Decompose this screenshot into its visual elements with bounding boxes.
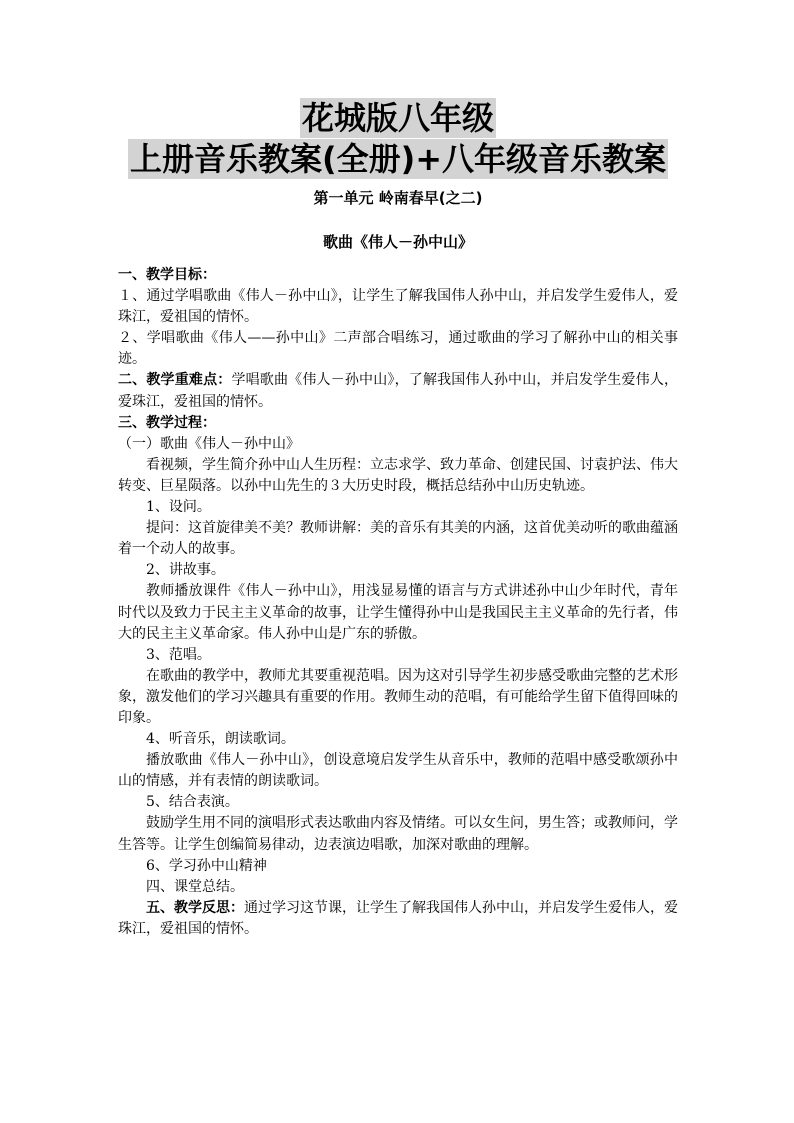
title-line-2 (118, 139, 678, 179)
step-4-heading: 4、听音乐，朗读歌词。 (146, 731, 295, 748)
goal-heading: 一、教学目标： (118, 267, 216, 283)
unit-title: 第一单元 岭南春早(之二) (313, 189, 483, 207)
step-4-text: 播放歌曲《伟人－孙中山》，创设意境启发学生从音乐中，教师的范唱中感受歌颂孙中山的情感，并有表情的朗读歌词。 (118, 752, 678, 790)
step-2-heading: 2、讲故事。 (146, 562, 225, 579)
step-5-heading: 5、结合表演。 (146, 794, 239, 811)
key-points-paragraph (118, 370, 678, 412)
song-title: 歌曲《伟人－孙中山》 (322, 233, 473, 251)
intro-paragraph: 看视频，学生简介孙中山人生历程：立志求学、致力革命、创建民国、讨袁护法、伟大转变、巨星陨落。以孙中山先生的３大历史时段，概括总结孙中山历史轨迹。 (118, 456, 678, 494)
process-heading: 三、教学过程： (118, 414, 216, 431)
summary-heading: 四、课堂总结。 (146, 878, 244, 895)
goal-item-1: １、通过学唱歌曲《伟人－孙中山》，让学生了解我国伟人孙中山，并启发学生爱伟人，爱珠江，爱祖国的情怀。 (118, 288, 678, 326)
title-text-1: 花城版八年级 (301, 99, 494, 137)
step-2-text: 教师播放课件《伟人－孙中山》，用浅显易懂的语言与方式讲述孙中山少年时代，青年时代以及致力于民主主义革命的故事，让学生懂得孙中山是我国民主主义革命的先行者，伟大的民主主义革命家。伟人孙中山是广东的骄傲。 (118, 583, 678, 642)
reflection-text: 通过学习这节课，让学生了解我国伟人孙中山，并启发学生爱伟人，爱珠江，爱祖国的情怀。 (118, 899, 678, 937)
step-1-text: 提问：这首旋律美不美？教师讲解：美的音乐有其美的内涵，这首优美动听的歌曲蕴涵着一个动人的故事。 (118, 520, 678, 558)
step-3-text: 在歌曲的教学中，教师尤其要重视范唱。因为这对引导学生初步感受歌曲完整的艺术形象，激发他们的学习兴趣具有重要的作用。教师生动的范唱，有可能给学生留下值得回味的印象。 (118, 667, 678, 726)
reflection-paragraph (118, 898, 678, 940)
reflection-heading: 五、教学反思： (146, 899, 244, 916)
key-text: 学唱歌曲《伟人－孙中山》，了解我国伟人孙中山，并启发学生爱伟人，爱珠江，爱祖国的情怀。 (118, 372, 678, 410)
step-1-heading: 1、设问。 (146, 499, 211, 516)
lesson-body (118, 265, 678, 940)
step-3-heading: 3、范唱。 (146, 646, 211, 663)
goal-item-2: ２、学唱歌曲《伟人——孙中山》二声部合唱练习，通过歌曲的学习了解孙中山的相关事迹。 (118, 330, 678, 368)
title-text-2: 上册音乐教案(全册)+八年级音乐教案 (129, 140, 667, 178)
step-6-heading: 6、学习孙中山精神 (146, 857, 267, 874)
step-5-text: 鼓励学生用不同的演唱形式表达歌曲内容及情绪。可以女生问，男生答；或教师问，学生答等。让学生创编简易律动，边表演边唱歌，加深对歌曲的理解。 (118, 815, 678, 853)
title-line-1 (118, 98, 678, 138)
key-heading: 二、教学重难点： (118, 372, 232, 389)
sub-section-heading: （一）歌曲《伟人－孙中山》 (118, 435, 300, 452)
